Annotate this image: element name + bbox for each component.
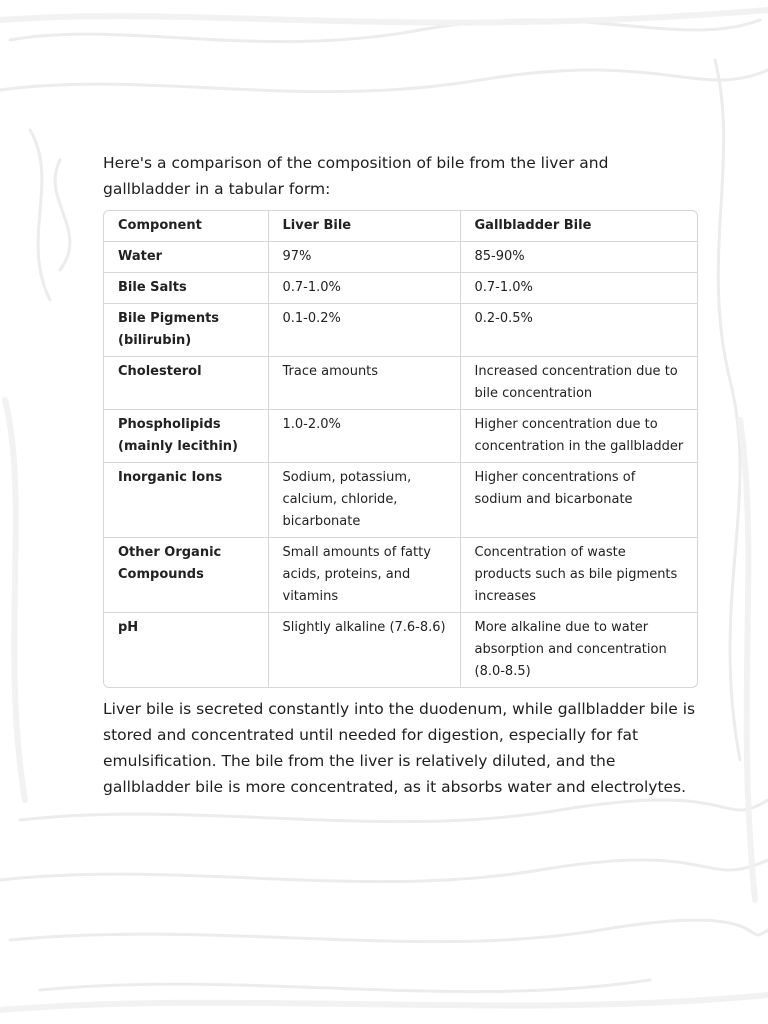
gallbladder-bile-cell: 0.7-1.0% [460,273,697,304]
table-row [104,463,697,538]
row-component-cell: pH [104,613,268,688]
gallbladder-bile-cell: Higher concentration due to concentration in the gallbladder [460,410,697,463]
liver-bile-cell: 0.1-0.2% [268,304,460,357]
row-component-cell: Water [104,242,268,273]
table-row [104,273,697,304]
table-row [104,304,697,357]
gallbladder-bile-cell: Concentration of waste products such as bile pigments increases [460,538,697,613]
row-component-cell: Bile Pigments (bilirubin) [104,304,268,357]
row-component-cell: Inorganic Ions [104,463,268,538]
table-row [104,410,697,463]
intro-paragraph: Here's a comparison of the composition of bile from the liver and gallbladder in a tabular form: [103,154,609,198]
gallbladder-bile-cell: 0.2-0.5% [460,304,697,357]
table-row [104,242,697,273]
row-component-cell: Bile Salts [104,273,268,304]
gallbladder-bile-cell: 85-90% [460,242,697,273]
liver-bile-cell: 1.0-2.0% [268,410,460,463]
liver-bile-cell: Sodium, potassium, calcium, chloride, bicarbonate [268,463,460,538]
liver-bile-cell: Trace amounts [268,357,460,410]
column-header-gallbladder-bile: Gallbladder Bile [460,211,697,242]
liver-bile-cell: 0.7-1.0% [268,273,460,304]
column-header-component: Component [104,211,268,242]
table-row [104,613,697,688]
row-component-cell: Other Organic Compounds [104,538,268,613]
document-content [103,150,698,800]
bile-comparison-table [104,211,697,687]
column-header-liver-bile: Liver Bile [268,211,460,242]
gallbladder-bile-cell: Higher concentrations of sodium and bicarbonate [460,463,697,538]
table-row [104,357,697,410]
summary-paragraph: Liver bile is secreted constantly into the duodenum, while gallbladder bile is stored and concentrated until needed for digestion, especially for fat emulsification. The bile from the liver is relatively diluted, and the gallbladder bile is more concentrated, as it absorbs water and electrolytes. [103,700,696,796]
row-component-cell: Cholesterol [104,357,268,410]
row-component-cell: Phospholipids (mainly lecithin) [104,410,268,463]
table-header-row [104,211,697,242]
bile-comparison-table-container [103,210,698,688]
gallbladder-bile-cell: Increased concentration due to bile concentration [460,357,697,410]
liver-bile-cell: Small amounts of fatty acids, proteins, and vitamins [268,538,460,613]
liver-bile-cell: Slightly alkaline (7.6-8.6) [268,613,460,688]
gallbladder-bile-cell: More alkaline due to water absorption and concentration (8.0-8.5) [474,620,667,679]
liver-bile-cell: 97% [268,242,460,273]
table-row [104,538,697,613]
